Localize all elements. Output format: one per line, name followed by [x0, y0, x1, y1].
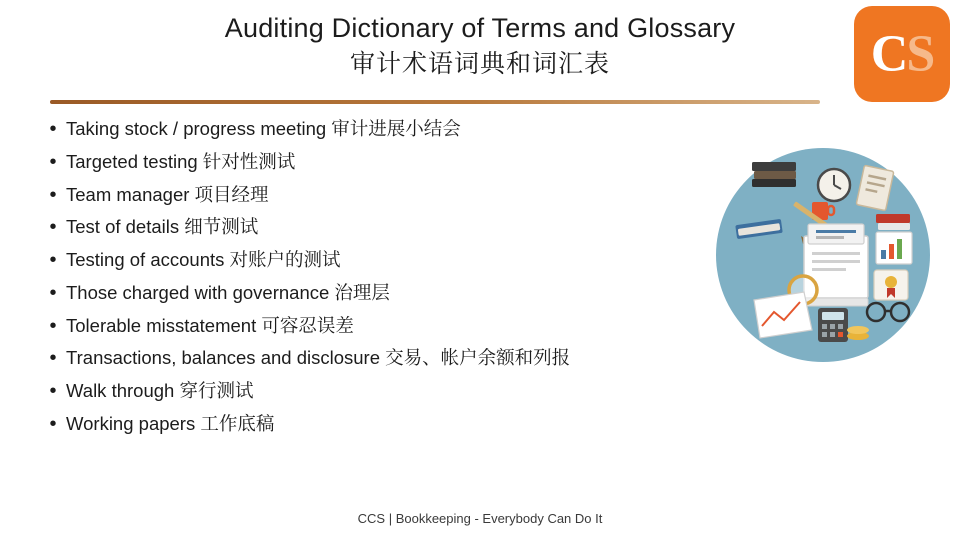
- title-english: Auditing Dictionary of Terms and Glossary: [224, 13, 736, 43]
- list-item: [40, 216, 740, 237]
- list-item-label: Taking stock / progress meeting 审计进展小结会: [66, 118, 461, 139]
- list-item: [40, 184, 740, 205]
- bullet-icon: •: [49, 216, 57, 239]
- list-item-label: Test of details 细节测试: [66, 216, 259, 238]
- list-item: [40, 151, 740, 172]
- illustration-graphic: [708, 140, 938, 370]
- bullet-icon: •: [49, 118, 57, 140]
- books-icon: [752, 162, 796, 187]
- list-item-label: Targeted testing 针对性测试: [66, 150, 296, 172]
- ccs-logo: [854, 6, 950, 102]
- list-item: [40, 347, 740, 368]
- bullet-icon: •: [49, 380, 57, 403]
- red-book-icon: [876, 214, 910, 230]
- list-item-label: Testing of accounts 对账户的测试: [66, 249, 341, 271]
- logo-letter-s: S: [906, 25, 934, 83]
- page-title: [0, 12, 960, 80]
- logo-letters: [871, 25, 933, 84]
- folder-icon: [735, 219, 783, 239]
- list-item: [40, 249, 740, 270]
- bullet-icon: •: [49, 314, 57, 337]
- calculator-icon: [818, 308, 848, 342]
- bullet-icon: •: [49, 347, 57, 370]
- list-item-label: Working papers 工作底稿: [66, 412, 275, 434]
- line-chart-paper-icon: [754, 292, 812, 338]
- glasses-icon: [867, 303, 909, 321]
- list-item: [40, 380, 740, 401]
- clipboard-icon: [856, 165, 894, 210]
- bullet-icon: •: [49, 150, 57, 173]
- list-item: [40, 118, 740, 139]
- title-divider: [50, 100, 820, 104]
- glossary-list: [40, 118, 740, 446]
- list-item: [40, 315, 740, 336]
- list-item-label: Walk through 穿行测试: [66, 380, 254, 402]
- award-badge-icon: [874, 270, 908, 300]
- list-item-label: Transactions, balances and disclosure 交易、帐户余额和列报: [66, 347, 571, 369]
- bullet-icon: •: [49, 183, 57, 206]
- list-item: [40, 282, 740, 303]
- footer-text: CCS | Bookkeeping - Everybody Can Do It: [357, 511, 603, 526]
- bullet-icon: •: [49, 281, 57, 304]
- list-item-label: Tolerable misstatement 可容忍误差: [66, 314, 354, 336]
- list-item: [40, 413, 740, 434]
- bullet-icon: •: [49, 412, 57, 435]
- accounting-illustration: [708, 140, 938, 370]
- list-item-label: Team manager 项目经理: [66, 183, 269, 205]
- bar-chart-icon: [876, 232, 912, 264]
- list-item-label: Those charged with governance 治理层: [66, 281, 390, 303]
- title-chinese: 审计术语词典和词汇表: [349, 49, 610, 78]
- bullet-icon: •: [49, 249, 57, 272]
- logo-letter-c: C: [870, 25, 907, 83]
- coins-icon: [847, 326, 869, 340]
- clock-icon: [818, 169, 850, 201]
